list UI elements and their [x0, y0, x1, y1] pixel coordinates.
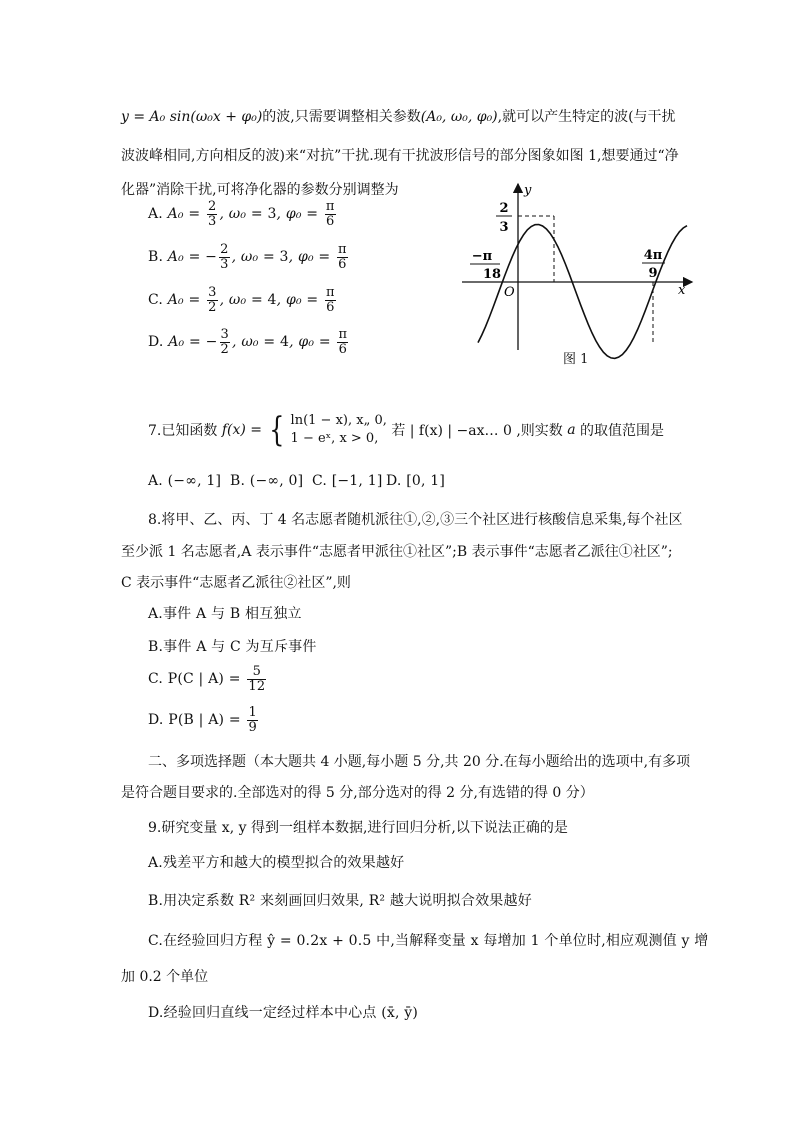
a0-den: 3: [220, 256, 229, 272]
a0-num: 3: [208, 285, 217, 300]
phi-fraction: [325, 200, 336, 228]
q8-line-2: 至少派 1 名志愿者,A 表示事件“志愿者甲派往①社区”;B 表示事件“志愿者乙派往①社区”;: [121, 544, 673, 560]
q8-option-d[interactable]: [148, 706, 260, 734]
option-label: A.: [148, 206, 163, 223]
section2-line-1: 二、多项选择题（本大题共 4 小题,每小题 5 分,共 20 分.在每小题给出的选项中,有多项: [148, 754, 691, 770]
origin-label: O: [504, 285, 515, 300]
phi-fraction: [337, 328, 348, 356]
option-label: C.: [148, 292, 164, 309]
omega-value: 3: [279, 249, 289, 266]
phi-num: π: [338, 242, 347, 257]
q7-stem: [148, 412, 664, 448]
q8-option-d-fraction: [247, 706, 257, 734]
q9-option-b[interactable]: B.用决定系数 R² 来刻画回归效果, R² 越大说明拟合效果越好: [148, 893, 532, 909]
option-label: D.: [148, 334, 164, 351]
q9-option-c-line-1[interactable]: C.在经验回归方程 ŷ = 0.2x + 0.5 中,当解释变量 x 每增加 1 个单位时,相应观测值 y 增: [148, 933, 709, 949]
x-axis-label: x: [678, 283, 686, 298]
a0-sign: −: [205, 334, 218, 351]
q8-d-num: 1: [248, 705, 257, 720]
phi-fraction: [325, 286, 336, 314]
phi-num: π: [326, 285, 335, 300]
wave-figure: [460, 180, 700, 372]
intro-line-1-tail: ,就可以产生特定的波(与干扰: [497, 109, 676, 125]
q9-option-d[interactable]: D.经验回归直线一定经过样本中心点 (x̄, ȳ): [148, 1005, 419, 1021]
option-label: B.: [148, 249, 164, 266]
phi-den: 6: [338, 256, 347, 272]
ymax-num: 2: [499, 201, 509, 216]
a0-fraction: [219, 243, 229, 271]
phi-den: 6: [338, 341, 348, 357]
q7-var: a: [567, 422, 576, 438]
intro-line-1: [121, 106, 676, 126]
left-zero-den: 18: [482, 267, 502, 282]
omega-symbol: , ω₀ =: [232, 334, 280, 351]
q7-cases: [291, 412, 387, 448]
q8-option-c[interactable]: [148, 665, 268, 693]
phi-fraction: [337, 243, 348, 271]
q9-option-a[interactable]: A.残差平方和越大的模型拟合的效果越好: [148, 855, 405, 871]
a0-den: 2: [208, 299, 217, 315]
q6-option-b[interactable]: [148, 243, 350, 271]
q7-fx: f(x) =: [221, 422, 262, 438]
phi-num: π: [338, 327, 348, 342]
q6-option-d[interactable]: [148, 328, 350, 356]
q8-c-num: 5: [247, 665, 266, 680]
figure-caption: 图 1: [563, 352, 589, 367]
omega-symbol: , ω₀ =: [231, 249, 280, 266]
q7-option-b[interactable]: B. (−∞, 0]: [230, 473, 304, 489]
min-x-num: 4π: [643, 248, 663, 263]
q8-option-c-fraction: [247, 665, 266, 693]
q7-option-c[interactable]: C. [−1, 1]: [312, 473, 383, 489]
q9-option-c-line-2: 加 0.2 个单位: [121, 969, 209, 985]
q6-option-a[interactable]: [148, 200, 338, 228]
a0-fraction: [207, 286, 217, 314]
min-x-den: 9: [648, 266, 658, 281]
a0-symbol: A₀ =: [163, 249, 206, 266]
phi-symbol: , φ₀ =: [289, 334, 336, 351]
y-axis-label: y: [524, 183, 532, 198]
intro-line-2: 波波峰相同,方向相反的波)来“对抗”干扰.现有干扰波形信号的部分图象如图 1,想要通过“净: [121, 148, 679, 164]
q8-option-b[interactable]: B.事件 A 与 C 为互斥事件: [148, 639, 317, 655]
q6-option-c[interactable]: [148, 286, 338, 314]
q8-c-den: 12: [248, 678, 266, 694]
section2-line-2: 是符合题目要求的.全部选对的得 5 分,部分选对的得 2 分,有选错的得 0 分）: [121, 785, 594, 801]
a0-symbol: A₀ =: [163, 334, 206, 351]
phi-den: 6: [326, 213, 335, 229]
q7-condition: 若 | f(x) | −ax… 0 ,则实数: [391, 423, 563, 439]
omega-symbol: , ω₀ =: [219, 292, 268, 309]
q8-line-3: C 表示事件“志愿者乙派往②社区”,则: [121, 575, 351, 591]
wave-params: (A₀, ω₀, φ₀): [420, 109, 498, 125]
q7-prefix: 7.已知函数: [148, 423, 218, 439]
q8-option-c-label: C. P(C | A) =: [148, 671, 241, 688]
q8-line-1: 8.将甲、乙、丙、丁 4 名志愿者随机派往①,②,③三个社区进行核酸信息采集,每个社区: [148, 512, 683, 528]
q8-option-d-label: D. P(B | A) =: [148, 712, 241, 729]
q8-d-den: 9: [248, 719, 257, 735]
phi-symbol: , φ₀ =: [276, 292, 324, 309]
phi-symbol: , φ₀ =: [276, 206, 323, 223]
a0-symbol: A₀ =: [162, 206, 205, 223]
intro-line-3: 化器”消除干扰,可将净化器的参数分别调整为: [121, 182, 399, 198]
omega-symbol: , ω₀ =: [219, 206, 268, 223]
left-zero-num: −π: [471, 249, 493, 264]
a0-num: 2: [207, 199, 217, 214]
omega-value: 4: [279, 334, 290, 351]
omega-value: 4: [267, 292, 277, 309]
q7-case-1: ln(1 − x), x„ 0,: [290, 413, 387, 428]
a0-den: 3: [207, 213, 217, 229]
a0-num: 2: [220, 242, 229, 257]
a0-den: 2: [220, 341, 230, 357]
phi-den: 6: [326, 299, 335, 315]
q7-case-2: 1 − eˣ, x > 0,: [290, 431, 379, 446]
a0-num: 3: [220, 327, 230, 342]
q7-option-a[interactable]: A. (−∞, 1]: [148, 473, 222, 489]
a0-symbol: A₀ =: [163, 292, 206, 309]
wave-formula: y = A₀ sin(ω₀x + φ₀): [121, 109, 263, 125]
q9-stem: 9.研究变量 x, y 得到一组样本数据,进行回归分析,以下说法正确的是: [148, 820, 568, 836]
omega-value: 3: [267, 206, 277, 223]
phi-symbol: , φ₀ =: [288, 249, 336, 266]
a0-sign: −: [205, 249, 218, 266]
intro-line-1-text: 的波,只需要调整相关参数: [262, 109, 421, 125]
q7-suffix: 的取值范围是: [580, 423, 665, 439]
q7-option-d[interactable]: D. [0, 1]: [386, 473, 446, 489]
ymax-den: 3: [499, 220, 509, 235]
a0-fraction: [220, 328, 230, 356]
phi-num: π: [325, 199, 335, 214]
q8-option-a[interactable]: A.事件 A 与 B 相互独立: [148, 606, 302, 622]
q7-brace: {: [269, 410, 285, 450]
a0-fraction: [207, 200, 217, 228]
